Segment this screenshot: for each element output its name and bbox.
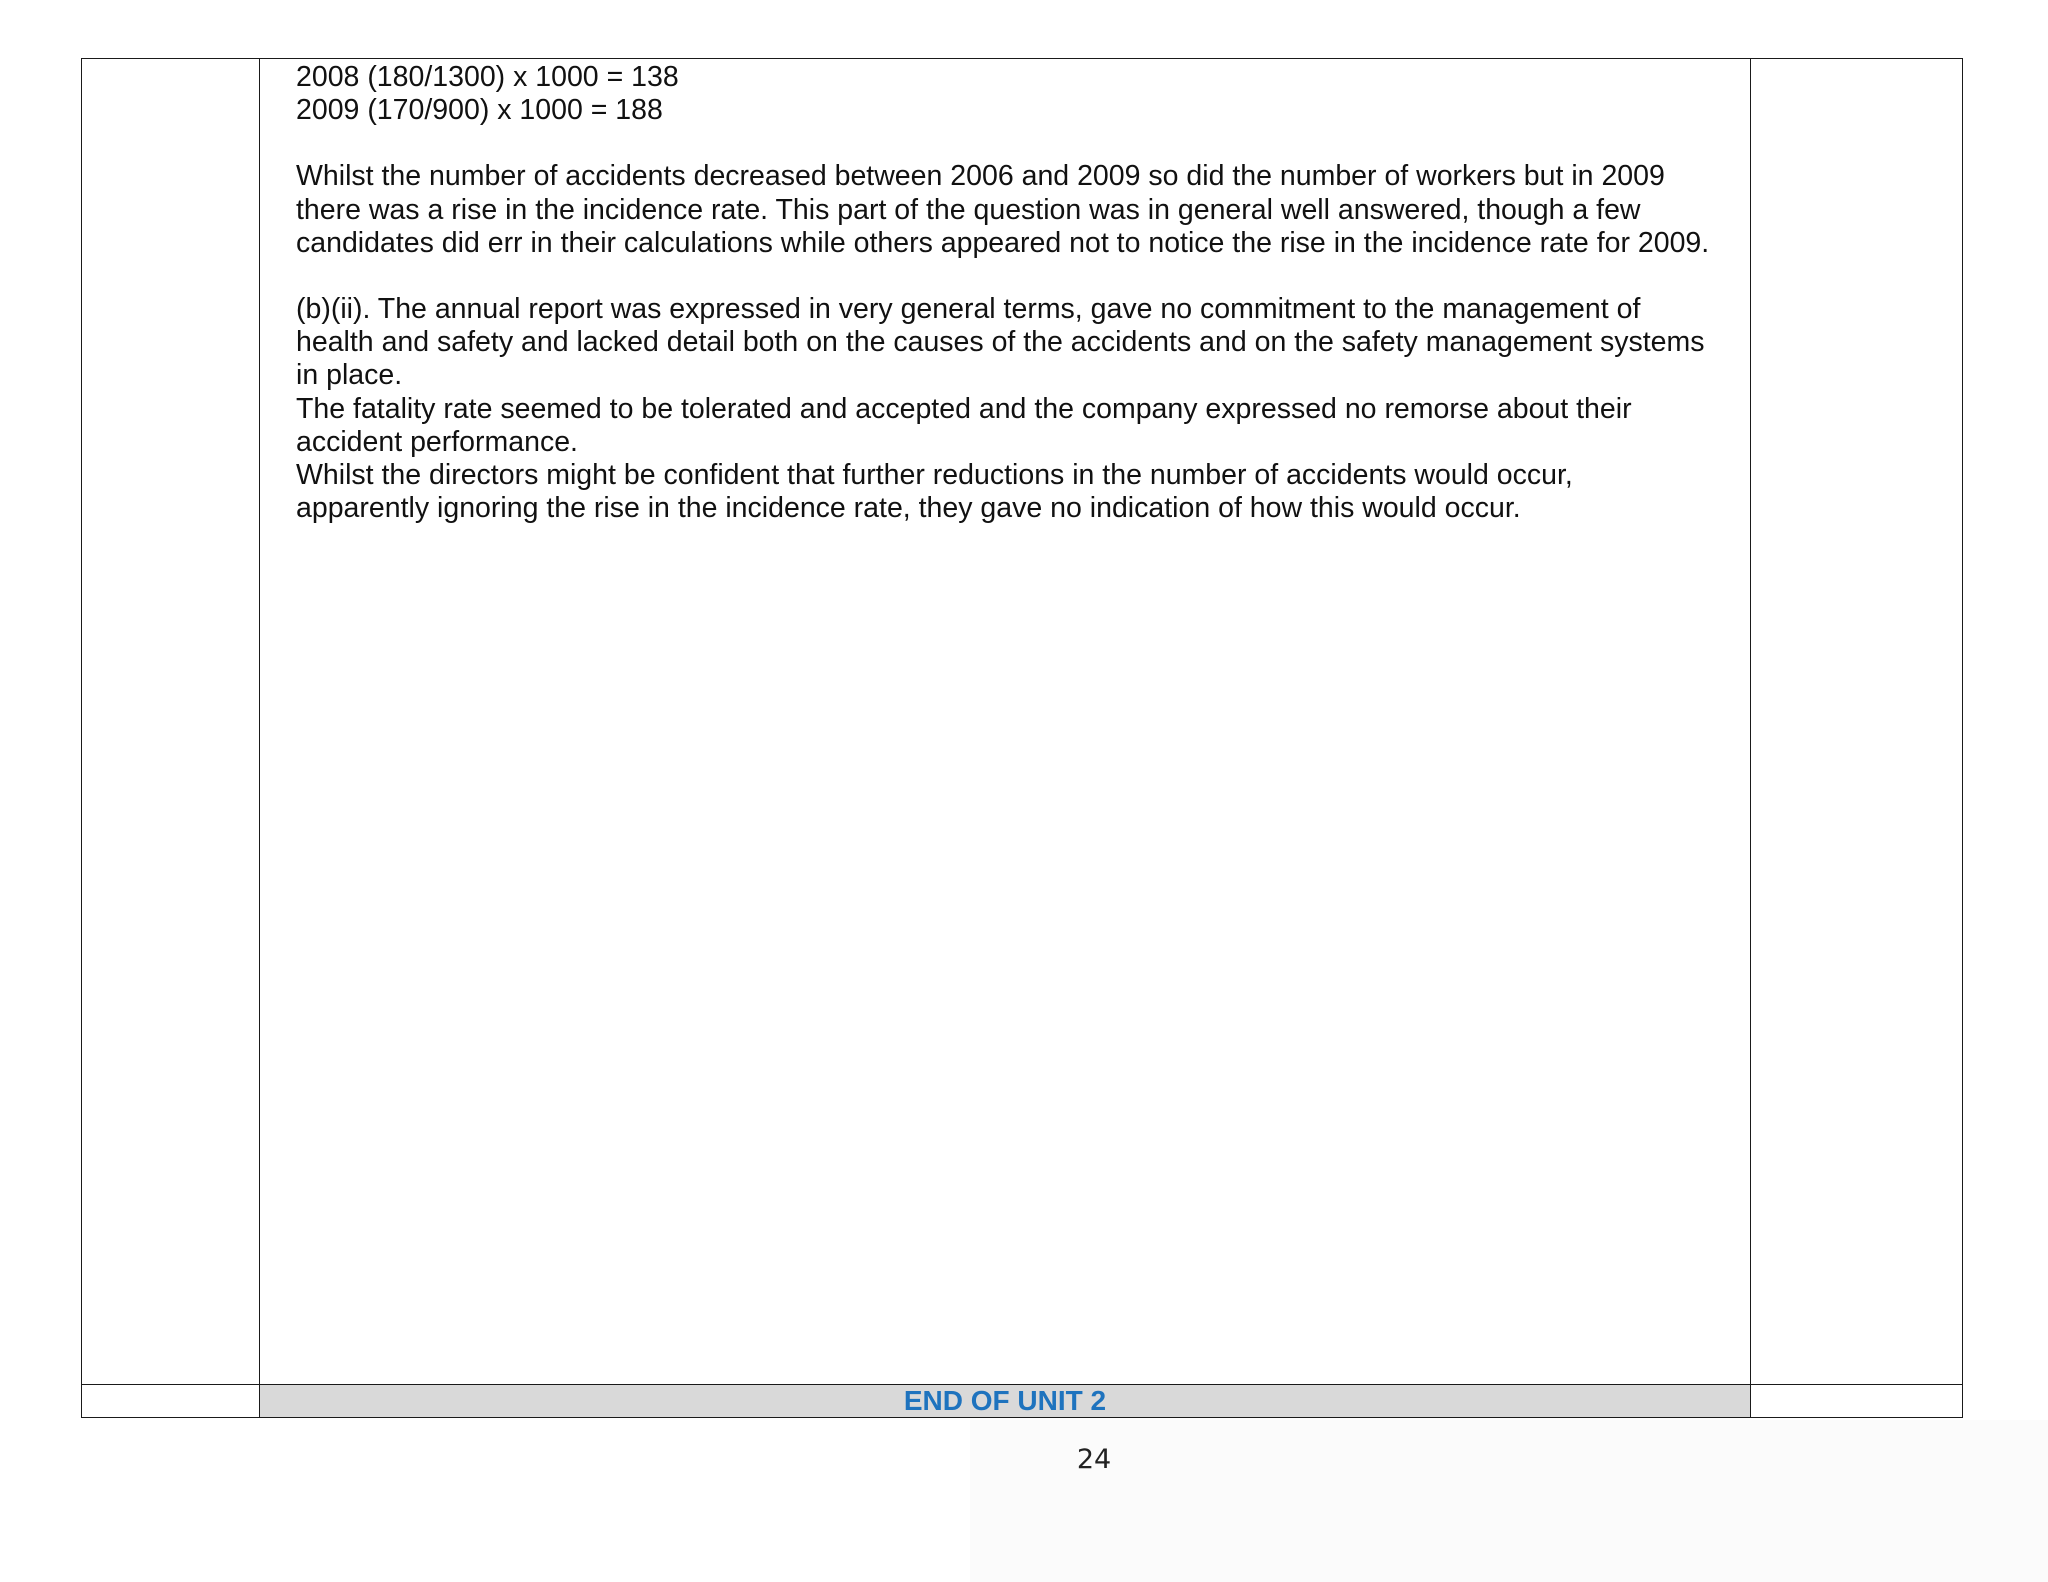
calculation-line: 2009 (170/900) x 1000 = 188 bbox=[296, 94, 663, 127]
incidence-rate-paragraph: Whilst the number of accidents decreased between 2006 and 2009 so did the number of workers but in 2009 there was a rise in the incidence rate. This part of the question was in general well answered, though a few candidates did err in their calculations while others appeared not to notice the rise in the incidence rate for 2009. bbox=[296, 160, 1710, 259]
fatality-rate-paragraph: The fatality rate seemed to be tolerated and accepted and the company expressed no remorse about their accident performance. bbox=[296, 392, 1632, 458]
question-number-cell bbox=[82, 59, 260, 1385]
end-of-unit-cell bbox=[260, 1385, 1751, 1418]
page-number: 24 bbox=[1076, 1444, 1112, 1475]
marking-scheme-table bbox=[81, 58, 1963, 1418]
calculation-line: 2008 (180/1300) x 1000 = 138 bbox=[296, 61, 679, 93]
end-of-unit-label: END OF UNIT 2 bbox=[903, 1385, 1107, 1416]
table-row bbox=[82, 59, 1963, 1385]
marks-cell bbox=[1751, 59, 1963, 1385]
examiner-comments-cell bbox=[260, 59, 1751, 1385]
annual-report-paragraph: (b)(ii). The annual report was expressed in very general terms, gave no commitment to the management of health and safety and lacked detail both on the causes of the accidents and on the safety management systems in place. bbox=[296, 293, 1705, 392]
end-row-left-cell bbox=[82, 1385, 260, 1418]
directors-paragraph: Whilst the directors might be confident that further reductions in the number of accidents would occur, apparently ignoring the rise in the incidence rate, they gave no indication of how this would occur. bbox=[296, 459, 1573, 525]
end-row-right-cell bbox=[1751, 1385, 1963, 1418]
end-of-unit-row bbox=[82, 1385, 1963, 1418]
